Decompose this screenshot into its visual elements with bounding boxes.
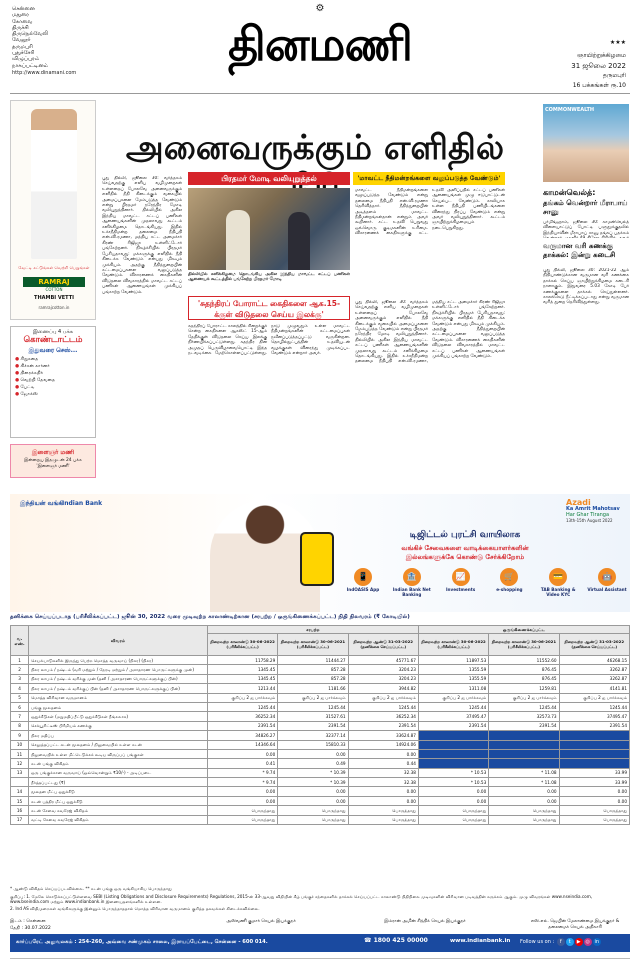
edition-city: மதுரை (12, 12, 29, 19)
row-value: 1311.08 (418, 684, 488, 693)
row-value: 1345.45 (207, 665, 277, 674)
results-footnote-3: 2. Ind AS விதிமுறைகள் வங்கிகளுக்கு இன்னும் பொருந்தாததால் மொத்த விரிவான வருமானம் குறித்த தகவல்கள் கிடைக்கவில்லை. (10, 906, 260, 911)
service-label: IndOASIS App (346, 587, 380, 592)
row-value: 11758.29 (207, 656, 277, 665)
row-description: பங்கு மூலதனம் (29, 702, 208, 711)
masthead-date: 31 ஜூலை 2022 (571, 62, 626, 70)
row-value: 1213.44 (207, 684, 277, 693)
row-value: 0.00 (278, 796, 348, 805)
row-number (11, 778, 29, 787)
row-value: 33.99 (559, 778, 629, 787)
ilaignar-mani-box[interactable] (10, 444, 96, 478)
results-sign-1: அஸ்வணி குமார் செயல் இயக்குநர் (226, 919, 296, 924)
row-value (418, 749, 488, 758)
supplement-box[interactable] (10, 326, 96, 438)
row-number: 8 (11, 721, 29, 730)
lead-body-col1: புது தில்லி, ஜூலை 30: வர்த்தகம் செய்வதற்கு எளிய வழிமுறைகள் உள்ளதைப் போலவே அனைவருக்கும் எளிதில் நீதி கிடைக்கும் வகையில் அமைப்புகளை மேம்படுத்த வேண்டும் என்று பிரதமர் நரேந்திர மோடி வலியுறுத்தினார். தில்லியில் அகில இந்திய மாவட்ட சட்டப் பணிகள் ஆணையங்களின் முதலாவது கூட்டம் சனிக்கிழமை தொடங்கியது. இதில் உச்சநீதிமன்ற தலைமை நீதிபதி என்.வி.ரமணா, மத்திய சட்ட அமைச்சர் கிரண் ரிஜிஜு உள்ளிட்டோர் பங்கேற்றனர். நிகழ்ச்சியில் பிரதமர் பேசியதாவது: மக்களுக்கு எளிதில் நீதி கிடைக்க வேண்டும் என்பது மிகவும் முக்கியம். அதற்கு நீதித்துறையின் கட்டமைப்புகளை வலுப்படுத்த வேண்டும். விசாரணைக் கைதிகளின் விடுதலை விவகாரத்தில் மாவட்ட சட்டப் பணிகள் ஆணையங்கள் முக்கியப் பங்காற்ற வேண்டும். (102, 176, 182, 295)
row-value: 32.38 (348, 778, 418, 787)
edition-city: விழுப்புரம் (12, 56, 40, 63)
row-value (418, 759, 488, 768)
ilaignar-mani-title: இளைஞர் மணி (31, 449, 75, 456)
row-number: 2 (11, 665, 29, 674)
row-value: 1245.44 (207, 702, 277, 711)
row-value: குறிப்பு 2 ஐ பார்க்கவும் (418, 693, 488, 702)
ramraj-tagline: வேட்டி கட்டுங்கள் வெற்றி பெறுங்கள் (18, 265, 90, 270)
lead-photo (188, 188, 350, 270)
row-number: 3 (11, 674, 29, 683)
linkedin-icon[interactable]: in (594, 939, 600, 945)
row-value (559, 749, 629, 758)
row-value: * 10.39 (278, 768, 348, 777)
row-value: குறிப்பு 2 ஐ பார்க்கவும் (559, 693, 629, 702)
results-sign-3: எஸ்.எல். ஜெயின் மேலாண்மை இயக்குநர் & தலைமைச் செயல் அதிகாரி (530, 919, 620, 930)
row-value: பொருந்தாது (418, 806, 488, 815)
row-number: 15 (11, 796, 29, 805)
row-value (489, 749, 559, 758)
row-value: 1245.44 (278, 702, 348, 711)
footer-tollfree[interactable] (364, 937, 428, 944)
row-number: 6 (11, 702, 29, 711)
masthead-day: ஞாயிற்றுக்கிழமை (577, 52, 626, 59)
tollfree-number: 1800 425 00000 (373, 937, 428, 944)
results-place: இடம் : சென்னை (10, 919, 46, 924)
row-value: பொருந்தாது (489, 815, 559, 824)
row-value: 37495.47 (418, 712, 488, 721)
row-value: பொருந்தாது (559, 806, 629, 815)
row-value: 857.28 (278, 665, 348, 674)
bullet-icon: ● (15, 364, 21, 369)
col-desc: விவரம் (29, 626, 208, 656)
row-number: 17 (11, 815, 29, 824)
row-value: 11552.60 (489, 656, 559, 665)
row-description: மூலதன மீட்பு ஒதுக்கீடு (29, 787, 208, 796)
row-value: 876.45 (489, 674, 559, 683)
row-description: கடன் பத்திர மீட்பு ஒதுக்கீடு (29, 796, 208, 805)
row-value: 0.44 (348, 759, 418, 768)
bank-footer (10, 934, 630, 952)
table-row (11, 731, 630, 740)
row-value: 0.00 (559, 787, 629, 796)
instagram-icon[interactable]: ◎ (585, 939, 590, 945)
youtube-icon[interactable]: ▶ (575, 938, 583, 946)
row-value: 0.00 (278, 749, 348, 758)
edition-city: சென்னை (12, 6, 35, 12)
table-row (11, 759, 630, 768)
row-number: 4 (11, 684, 29, 693)
itr-body: புது தில்லி, ஜூலை 30: 2021-22 ஆம் நிதியாண்டுக்கான வருமான வரி கணக்கை தாக்கல் செய்ய ஞாயிற்றுக்கிழமை கடைசி நாளாகும். இதுவரை 5.03 கோடி பேர் கணக்குகளை தாக்கல் செய்துள்ளனர். காலக்கெடு நீட்டிக்கப்படாது என்று வருமான வரித் துறை தெரிவித்துள்ளது. (543, 268, 629, 306)
ilaignar-mani-sub: இன்றைய இதழுடன் 24 பக்க 'இளைஞர் மணி' (24, 458, 82, 469)
digital-sub-2: இல்லங்களுக்கே கொண்டு சேர்க்கிறோம் (405, 553, 525, 561)
row-value: 0.00 (418, 796, 488, 805)
supplement-sub: இதுவரை செஸ்... (28, 347, 78, 354)
table-row (11, 796, 630, 805)
lead-body-col3: மாவட்ட நீதிமன்றங்களை வலுப்படுத்த வேண்டும் என்று தலைமை நீதிபதி என்.வி.ரமணா தெரிவித்தார். நீதித்துறையின் அடித்தளம் மாவட்ட நீதிமன்றங்கள்தான் என்றும் அவர் கூறினார். சட்ட உதவி பெறுவது ஒவ்வொரு குடிமகனின் உரிமை. விசாரணைக் கைதிகளுக்கு சட்ட உதவி அளிப்பதில் சட்டப் பணிகள் ஆணையங்கள் முழு ஈடுபாட்டுடன் செயல்பட வேண்டும். காலியாக உள்ள நீதிபதி பணியிடங்களை விரைந்து நிரப்ப வேண்டும் என்று அவர் வலியுறுத்தினார். கூட்டம் ஞாயிற்றுக்கிழமையும் நடைபெறுகிறது. (355, 188, 505, 237)
photo-figure-left (226, 210, 250, 270)
results-footnote-2: குறிப்பு: 1. மேலே கொடுக்கப்பட்டுள்ளவை SEBI (Listing Obligations and Disclosure Requirements) Regulations, 2015-ன் 33-ஆவது விதியின் கீழ் பங்குச் சந்தைகளில் தாக்கல் செய்யப்பட்ட காலாண்டு நிதிநிலை முடிவுகளின் விரிவான படிவத்தின் சுருக்கம் ஆகும். முழு விவரங்கள் www.nseindia.com, www.bseindia.com மற்றும் www.indianbank.in இணையதளங்களில் உள்ளன. (10, 894, 593, 904)
facebook-icon[interactable]: f (557, 938, 565, 946)
row-description: செக்யூரிட்டீஸ் பிரீமியம் கணக்கு (29, 721, 208, 730)
row-value: * 11.08 (489, 778, 559, 787)
group-consolidated: ஒருங்கிணைக்கப்பட்ட (418, 626, 629, 634)
row-value: 3204.23 (348, 674, 418, 683)
emblem-icon: ⚙ (315, 3, 325, 14)
col-head: நிறைவுற்ற காலாண்டு 30-06-2021 (பரிசீலிக்கப்பட்ட) (278, 634, 348, 656)
ramraj-web: ramrajcotton.in (38, 305, 70, 310)
row-value: 3944.82 (348, 684, 418, 693)
row-value: பொருந்தாது (207, 806, 277, 815)
website-url[interactable]: http://www.dinamani.com (12, 70, 77, 76)
row-value: 3204.23 (348, 665, 418, 674)
supplement-item-label: வெற்றி தேவதை (20, 378, 55, 383)
row-value: 37495.47 (559, 712, 629, 721)
masthead-edition: தருமபுரி (602, 72, 626, 79)
service-icon: 🛒 (500, 568, 518, 586)
row-value: 32573.73 (489, 712, 559, 721)
row-value: 0.00 (489, 796, 559, 805)
col-head: நிறைவுற்ற ஆண்டு 31-03-2022 (தணிக்கை செய்யப்பட்ட) (559, 634, 629, 656)
service-icon: 📱 (354, 568, 372, 586)
row-value: பொருந்தாது (418, 815, 488, 824)
ramraj-sub: COTTON (45, 287, 63, 292)
edition-city: கோவை (12, 18, 33, 25)
row-value: 1245.44 (489, 702, 559, 711)
row-value: 1355.59 (418, 665, 488, 674)
row-value: குறிப்பு 2 ஐ பார்க்கவும் (278, 693, 348, 702)
row-value: குறிப்பு 2 ஐ பார்க்கவும் (489, 693, 559, 702)
row-value: 0.00 (278, 787, 348, 796)
row-description: நிகர லாபம் / நஷ்டம் வரிக்குப் பின் (தனி / அசாதாரண பொருட்களுக்குப் பின்) (29, 684, 208, 693)
table-row (11, 815, 630, 824)
lead-body-col2: சுதந்திரப் போராட்ட காலத்தில் சிறைக்குச் சென்ற கைதிகளை ஆகஸ்ட் 15-ஆம் தேதிக்குள் விடுதலை செய்ய இலக்கு நிர்ணயிக்கப்பட்டுள்ளது. சுதந்திர தின அமுதப் பெருவிழாவையொட்டி இந்த நடவடிக்கை மேற்கொள்ளப்பட்டுள்ளது. நாடு முழுவதும் உள்ள மாவட்ட நீதிமன்றங்களின் கட்டமைப்புகள் நவீனப்படுத்தப்பட்டு வருகின்றன. தொழில்நுட்பத்தின் உதவியுடன் வழக்குகள் விரைந்து முடிக்கப்பட வேண்டும் என்றார் அவர். (188, 324, 350, 357)
table-row (11, 665, 630, 674)
supplement-item (15, 356, 95, 363)
row-value: 1355.59 (418, 674, 488, 683)
service-label: Indian Bank Net Banking (392, 587, 431, 597)
edition-city: புதுச்சேரி (12, 50, 35, 57)
edition-city: திருச்சி (12, 24, 29, 31)
row-value: 0.00 (207, 787, 277, 796)
ramraj-brand: RAMRAJ (23, 277, 85, 287)
supplement-item (15, 384, 95, 391)
group-standalone: சரபற்ற (207, 626, 418, 634)
cwg-photo (543, 104, 629, 182)
cwg-label: COMMONWEALTH (545, 107, 595, 113)
row-value: 0.00 (559, 796, 629, 805)
row-value: 0.00 (348, 749, 418, 758)
row-value: 34826.27 (207, 731, 277, 740)
service-label: TAB Banking & Video KYC (540, 587, 576, 597)
row-value: 0.00 (489, 787, 559, 796)
phone-image (300, 532, 334, 586)
table-row (11, 656, 630, 665)
row-description: வட்டி சேவை கவரேஜ் விகிதம் (29, 815, 208, 824)
row-number: 13 (11, 768, 29, 777)
supplement-pages: இணைப்பு 4 பக்க (33, 329, 73, 335)
results-table (10, 625, 630, 825)
row-value: 3262.87 (559, 665, 629, 674)
footer-website[interactable]: www.indianbank.in (450, 938, 511, 944)
service-item[interactable] (486, 568, 532, 608)
phone-icon: ☎ (364, 937, 372, 944)
row-value: 1245.44 (559, 702, 629, 711)
row-value: 2391.54 (559, 721, 629, 730)
row-number: 10 (11, 740, 29, 749)
row-value: 2391.54 (207, 721, 277, 730)
edition-city: திருநெல்வேலி (12, 31, 49, 38)
footer-address: கார்ப்பரேட் அலுவலகம் : 254-260, அவ்வை சண்முகம் சாலை, இராயப்பேட்டை, சென்னை - 600 014. (16, 939, 268, 945)
service-icon: 🤖 (598, 568, 616, 586)
itr-headline: வருமான வரி கணக்கு தாக்கல்: இன்று கடைசி (543, 242, 616, 259)
col-head: நிறைவுற்ற ஆண்டு 31-03-2022 (தணிக்கை செய்யப்பட்ட) (348, 634, 418, 656)
row-number: 1 (11, 656, 29, 665)
row-description: செலுத்தப்பட்ட கடன் மூலதனம் / நிலுவையில் உள்ள கடன் (29, 740, 208, 749)
row-number: 9 (11, 731, 29, 740)
row-value: * 9.74 (207, 768, 277, 777)
bullet-icon: ● (15, 357, 21, 362)
row-value: 33.99 (559, 768, 629, 777)
bullet-icon: ● (15, 378, 21, 383)
row-value: 31527.61 (278, 712, 348, 721)
lead-subhead-red: பிரதமர் மோடி வலியுறுத்தல் (188, 172, 350, 185)
table-row (11, 674, 630, 683)
ramraj-model-image (31, 109, 77, 259)
digital-headline: டிஜிட்டல் புரட்சி வாயிலாக (409, 530, 521, 540)
azadi-text-4: 13th-15th August 2022 (566, 518, 613, 523)
results-date: தேதி : 30.07.2022 (10, 926, 51, 931)
row-value: 0.00 (348, 787, 418, 796)
row-value: 3262.87 (559, 674, 629, 683)
row-value: 46268.15 (559, 656, 629, 665)
row-description: நீர்த்தப்பட்டது (₹) (29, 778, 208, 787)
row-value: பொருந்தாது (278, 815, 348, 824)
service-label: Investments (445, 587, 476, 592)
row-value: 2391.54 (489, 721, 559, 730)
row-value: 4141.81 (559, 684, 629, 693)
row-value (489, 740, 559, 749)
row-number: 12 (11, 759, 29, 768)
row-value: 1245.44 (418, 702, 488, 711)
col-sno: வ. எண். (11, 626, 29, 656)
row-value: 2391.54 (278, 721, 348, 730)
masthead-rule (10, 93, 630, 94)
row-value: பொருந்தாது (207, 815, 277, 824)
row-number: 16 (11, 806, 29, 815)
bank-logo-tamil: இந்தியன் வங்கி (20, 500, 64, 507)
row-description: நிகர லாபம் / நஷ்டம் (வரி மற்றும் / நேரடி மற்றும் / அசாதாரண பொருட்களுக்கு முன்) (29, 665, 208, 674)
supplement-item-label: சிறுகதை (20, 357, 39, 362)
row-value: 0.00 (348, 796, 418, 805)
service-item[interactable] (535, 568, 581, 608)
row-description: ஒரு பங்குக்கான வருவாய் (ஒவ்வொன்றும் ₹10/-) - அடிப்படை (29, 768, 208, 777)
results-footnote-1: * ஆண்டு விகிதம் செய்யப்படவில்லை. ** கடன் பங்கு ஒரு வங்கியாகிய பொருந்தாது (10, 886, 172, 891)
lead-subhead-yellow: 'மாவட்ட நீதிமன்றங்களை வலுப்படுத்த வேண்டும்' (353, 172, 505, 185)
row-value: பொருந்தாது (489, 806, 559, 815)
bullet-icon: ● (15, 385, 21, 390)
row-value: பொருந்தாது (559, 815, 629, 824)
azadi-text-3: Har Ghar Tiranga (566, 512, 610, 518)
row-value: 876.45 (489, 665, 559, 674)
bank-logo-en: Indian Bank (62, 500, 103, 507)
masthead-price: 16 பக்கங்கள் ரூ.10 (572, 82, 626, 89)
col-head: நிறைவுற்ற காலாண்டு 30-06-2022 (பரிசீலிக்கப்பட்ட) (418, 634, 488, 656)
row-description: ஒதுக்கீடுகள் (மறுமதிப்பீட்டு ஒதுக்கீடுகள் நீங்கலாக) (29, 712, 208, 721)
footer-follow (520, 938, 601, 946)
table-row (11, 778, 630, 787)
service-item[interactable] (438, 568, 484, 608)
row-number: 11 (11, 749, 29, 758)
table-row (11, 684, 630, 693)
row-value (489, 731, 559, 740)
row-value: * 10.53 (418, 768, 488, 777)
row-value: 36252.34 (207, 712, 277, 721)
bank-ad-banner[interactable] (10, 494, 630, 612)
supplement-item (15, 391, 95, 398)
table-row (11, 740, 630, 749)
masthead-stars: ★★★ (609, 39, 626, 46)
twitter-icon[interactable]: t (566, 938, 574, 946)
row-description: செயல்பாடுகளில் இருந்து பெற்ற மொத்த வருவாய் (நிகர) (நிகர) (29, 656, 208, 665)
service-icon: 🏦 (403, 568, 421, 586)
bottom-rule (10, 958, 630, 959)
row-value: 32377.14 (278, 731, 348, 740)
col-head: நிறைவுற்ற காலாண்டு 30-06-2022 (பரிசீலிக்கப்பட்ட) (207, 634, 277, 656)
row-description: நிகர லாபம் / நஷ்டம் வரிக்கு முன் (தனி / அசாதாரண பொருட்களுக்குப் பின்) (29, 674, 208, 683)
row-description: கடன் சேவை கவரேஜ் விகிதம் (29, 806, 208, 815)
row-number: 5 (11, 693, 29, 702)
table-row (11, 712, 630, 721)
supplement-item-label: பேட்டி (20, 385, 35, 390)
lead-body-col4: புது தில்லி, ஜூலை 30: வர்த்தகம் செய்வதற்கு எளிய வழிமுறைகள் உள்ளதைப் போலவே அனைவருக்கும் எளிதில் நீதி கிடைக்கும் வகையில் அமைப்புகளை மேம்படுத்த வேண்டும் என்று பிரதமர் நரேந்திர மோடி வலியுறுத்தினார். தில்லியில் அகில இந்திய மாவட்ட சட்டப் பணிகள் ஆணையங்களின் முதலாவது கூட்டம் சனிக்கிழமை தொடங்கியது. இதில் உச்சநீதிமன்ற தலைமை நீதிபதி என்.வி.ரமணா, மத்திய சட்ட அமைச்சர் கிரண் ரிஜிஜு உள்ளிட்டோர் பங்கேற்றனர். நிகழ்ச்சியில் பிரதமர் பேசியதாவது: மக்களுக்கு எளிதில் நீதி கிடைக்க வேண்டும் என்பது மிகவும் முக்கியம். அதற்கு நீதித்துறையின் கட்டமைப்புகளை வலுப்படுத்த வேண்டும். விசாரணைக் கைதிகளின் விடுதலை விவகாரத்தில் மாவட்ட சட்டப் பணிகள் ஆணையங்கள் முக்கியப் பங்காற்ற வேண்டும். (355, 300, 505, 365)
row-number: 14 (11, 787, 29, 796)
row-value: 2391.54 (418, 721, 488, 730)
photo-figure-right (288, 212, 310, 270)
service-icon: 💳 (549, 568, 567, 586)
row-value: 0.49 (278, 759, 348, 768)
row-description: கடன் பங்கு விகிதம் (29, 759, 208, 768)
row-value: 11897.53 (418, 656, 488, 665)
service-label: e-shopping (496, 587, 523, 592)
row-value: 857.28 (278, 674, 348, 683)
row-description: நிலுவையில் உள்ள மீட்டெடுக்கக் கூடிய விருப்பப் பங்குகள் (29, 749, 208, 758)
azadi-logo (566, 500, 626, 524)
row-value: * 10.53 (418, 778, 488, 787)
bullet-icon: ● (15, 392, 21, 397)
row-value: 14346.64 (207, 740, 277, 749)
row-value: * 9.74 (207, 778, 277, 787)
row-value: 0.00 (418, 787, 488, 796)
row-value: 1181.66 (278, 684, 348, 693)
edition-city: வேலூர் (12, 37, 31, 44)
row-value: பொருந்தாது (348, 806, 418, 815)
row-value (489, 759, 559, 768)
follow-label: Follow us on : (520, 939, 555, 945)
col-head: நிறைவுற்ற காலாண்டு 30-06-2021 (பரிசீலிக்கப்பட்ட) (489, 634, 559, 656)
row-value (418, 740, 488, 749)
row-value: 11444.27 (278, 656, 348, 665)
results-sign-2: இம்ரான் அமின் சித்திக் செயல் இயக்குநர் (384, 919, 466, 924)
service-label: Virtual Assistant (587, 587, 627, 592)
azadi-text-1: Azadi (566, 498, 591, 507)
row-value: குறிப்பு 2 ஐ பார்க்கவும் (207, 693, 277, 702)
row-value (559, 740, 629, 749)
row-value: 1259.81 (489, 684, 559, 693)
service-item[interactable] (340, 568, 386, 608)
table-row (11, 787, 630, 796)
service-icon: 📈 (452, 568, 470, 586)
row-value: 0.00 (207, 749, 277, 758)
cwg-headline-2: தங்கம் வென்றார் மீராபாய் சானு (543, 199, 628, 216)
service-item[interactable] (389, 568, 435, 608)
row-value: 15810.33 (278, 740, 348, 749)
supplement-name: கொண்டாட்டம் (23, 335, 83, 345)
azadi-text-2: Ka Amrit Mahotsav (566, 506, 620, 512)
digital-sub-1: வங்கிச் சேவைகளை வாடிக்கையாளர்களின் (401, 544, 529, 552)
row-value: 0.41 (207, 759, 277, 768)
supplement-item-label: ஜோக்ஸ் (20, 392, 38, 397)
supplement-item-label: திரைக்கதிர் (20, 371, 43, 376)
table-row (11, 693, 630, 702)
lead-quote-box: 'சுதந்திரப் போராட்ட கைதிகளை ஆக.15-க்குள் விடுதலை செய்ய இலக்கு' (188, 296, 350, 320)
row-value: 1345.45 (207, 674, 277, 683)
row-value: 36252.34 (348, 712, 418, 721)
ramraj-model-name: THAMBI VETTI (34, 295, 74, 301)
row-value: 14924.06 (348, 740, 418, 749)
table-row (11, 702, 630, 711)
table-row (11, 768, 630, 777)
headline: அனைவருக்கும் எளிதில் (125, 128, 505, 168)
masthead-logo: தினமணி (228, 17, 412, 71)
row-value: குறிப்பு 2 ஐ பார்க்கவும் (348, 693, 418, 702)
cwg-headline-1: காமன்வெல்த்: (543, 188, 596, 197)
bullet-icon: ● (15, 371, 21, 376)
row-value: 33624.87 (348, 731, 418, 740)
row-value (418, 731, 488, 740)
row-value: * 10.39 (278, 778, 348, 787)
bank-services (340, 568, 630, 608)
row-value: 45771.67 (348, 656, 418, 665)
lead-photo-caption: தில்லியில் சனிக்கிழமை தொடங்கிய அகில இந்திய மாவட்ட சட்டப் பணிகள் ஆணையக் கூட்டத்தில் பங்கேற்ற பிரதமர் மோடி (188, 272, 350, 283)
row-value: 0.00 (207, 796, 277, 805)
supplement-item-label: கிச்சன் கார்னர் (20, 364, 50, 369)
row-value: 1245.44 (348, 702, 418, 711)
results-title: தனிக்கை செய்யப்படாத (பரிசீலிக்கப்பட்ட) ஜூன் 30, 2022 வரை முடிவுற்ற காலாண்டிற்கான (சரபற்ற / ஒருங்கிணைக்கப்பட்ட) நிதி நிலவரம் (₹ கோடியில்) (10, 614, 410, 620)
ramraj-ad[interactable] (10, 100, 96, 320)
table-row (11, 721, 630, 730)
table-row (11, 749, 630, 758)
edition-cities (12, 6, 82, 69)
row-value (559, 759, 629, 768)
edition-city: நாகப்பட்டினம் (12, 62, 48, 69)
supplement-item (15, 377, 95, 384)
row-value: 2391.54 (348, 721, 418, 730)
row-number: 7 (11, 712, 29, 721)
cwg-body: பர்மிங்ஹாம், ஜூலை 30: காமன்வெல்த் விளையாட்டுப் போட்டி பளுதூக்குதலில் இந்தியாவின் மீராபாய் சானு தங்கப் பதக்கம் (543, 220, 629, 236)
row-value: 32.38 (348, 768, 418, 777)
supplement-item (15, 370, 95, 377)
row-description: நிகர மதிப்பு (29, 731, 208, 740)
supplement-item (15, 363, 95, 370)
row-description: மொத்த விரிவான வருமானம் (29, 693, 208, 702)
edition-city: தருமபுரி (12, 43, 33, 50)
row-value: பொருந்தாது (278, 806, 348, 815)
row-value: * 11.08 (489, 768, 559, 777)
row-value: பொருந்தாது (348, 815, 418, 824)
row-value (559, 731, 629, 740)
table-row (11, 806, 630, 815)
service-item[interactable] (584, 568, 630, 608)
